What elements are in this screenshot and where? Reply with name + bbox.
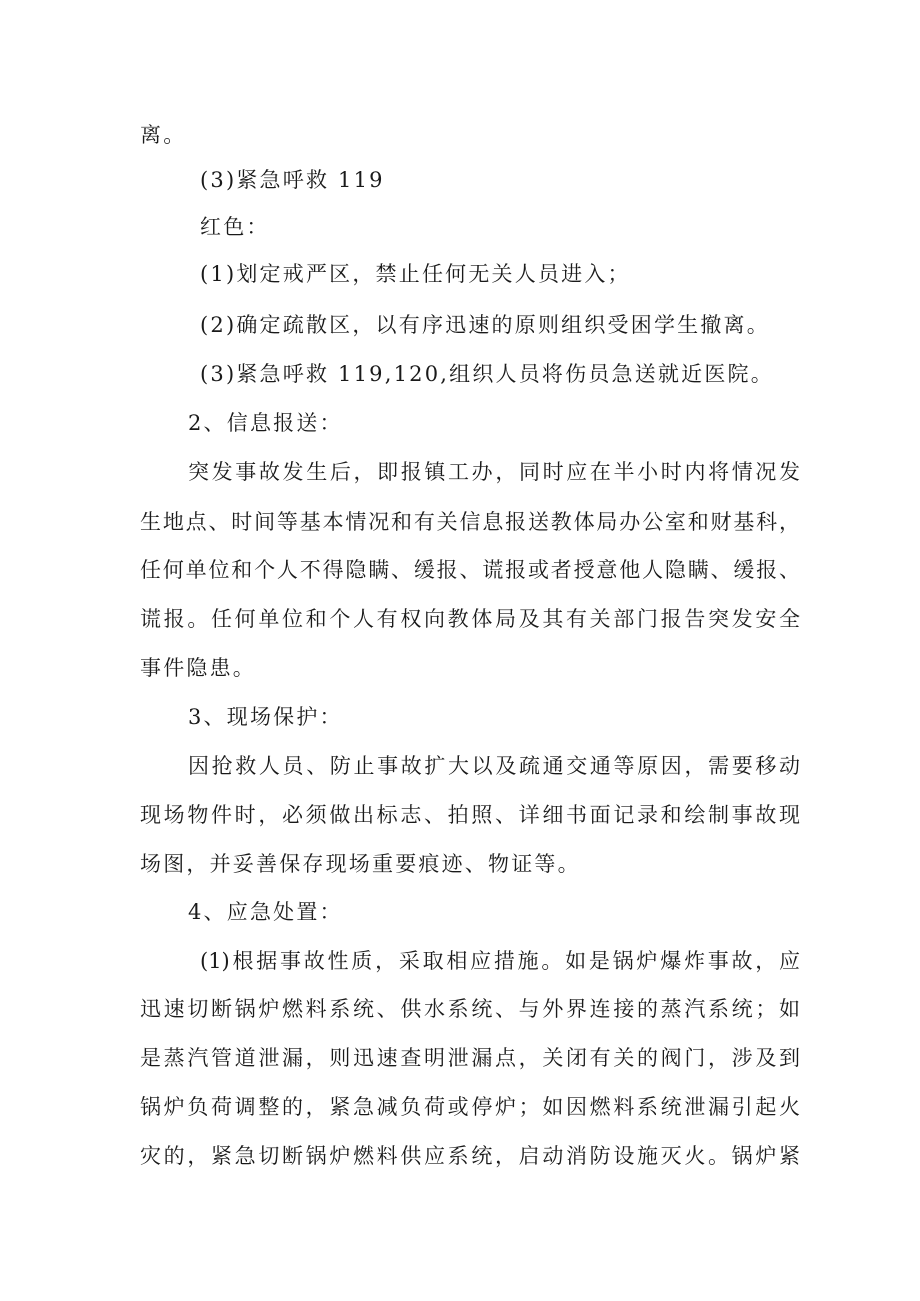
text-line: 是蒸汽管道泄漏，则迅速查明泄漏点，关闭有关的阀门，涉及到 bbox=[140, 1046, 800, 1070]
text-line: 任何单位和个人不得隐瞒、缓报、谎报或者授意他人隐瞒、缓报、 bbox=[140, 558, 800, 582]
text-line: 离。 bbox=[140, 123, 187, 147]
text-line: 因抢救人员、防止事故扩大以及疏通交通等原因，需要移动 bbox=[188, 754, 800, 778]
text-line: 场图，并妥善保存现场重要痕迹、物证等。 bbox=[140, 852, 581, 876]
text-line: 锅炉负荷调整的，紧急减负荷或停炉；如因燃料系统泄漏引起火 bbox=[140, 1095, 800, 1119]
section-heading: 2、信息报送： bbox=[188, 411, 343, 435]
text-line: 谎报。任何单位和个人有权向教体局及其有关部门报告突发安全 bbox=[140, 607, 800, 631]
text-line: 事件隐患。 bbox=[140, 656, 256, 680]
text-line: 迅速切断锅炉燃料系统、供水系统、与外界连接的蒸汽系统；如 bbox=[140, 997, 800, 1021]
text-line: (2)确定疏散区，以有序迅速的原则组织受困学生撤离。 bbox=[200, 313, 770, 337]
text-line: (3)紧急呼救 119,120,组织人员将伤员急送就近医院。 bbox=[200, 362, 774, 386]
text-line: 现场物件时，必须做出标志、拍照、详细书面记录和绘制事故现 bbox=[140, 803, 800, 827]
text-line: (1)根据事故性质，采取相应措施。如是锅炉爆炸事故，应 bbox=[200, 949, 800, 973]
text-line: 突发事故发生后，即报镇工办，同时应在半小时内将情况发 bbox=[188, 460, 800, 484]
text-line: 红色： bbox=[200, 215, 270, 239]
text-line: (1)划定戒严区，禁止任何无关人员进入； bbox=[200, 262, 631, 286]
section-heading: 4、应急处置： bbox=[188, 900, 343, 924]
text-line: 生地点、时间等基本情况和有关信息报送教体局办公室和财基科， bbox=[140, 510, 800, 534]
section-heading: 3、现场保护： bbox=[188, 705, 343, 729]
text-line: (3)紧急呼救 119 bbox=[200, 168, 385, 192]
text-line: 灾的，紧急切断锅炉燃料供应系统，启动消防设施灭火。锅炉紧 bbox=[140, 1144, 800, 1168]
